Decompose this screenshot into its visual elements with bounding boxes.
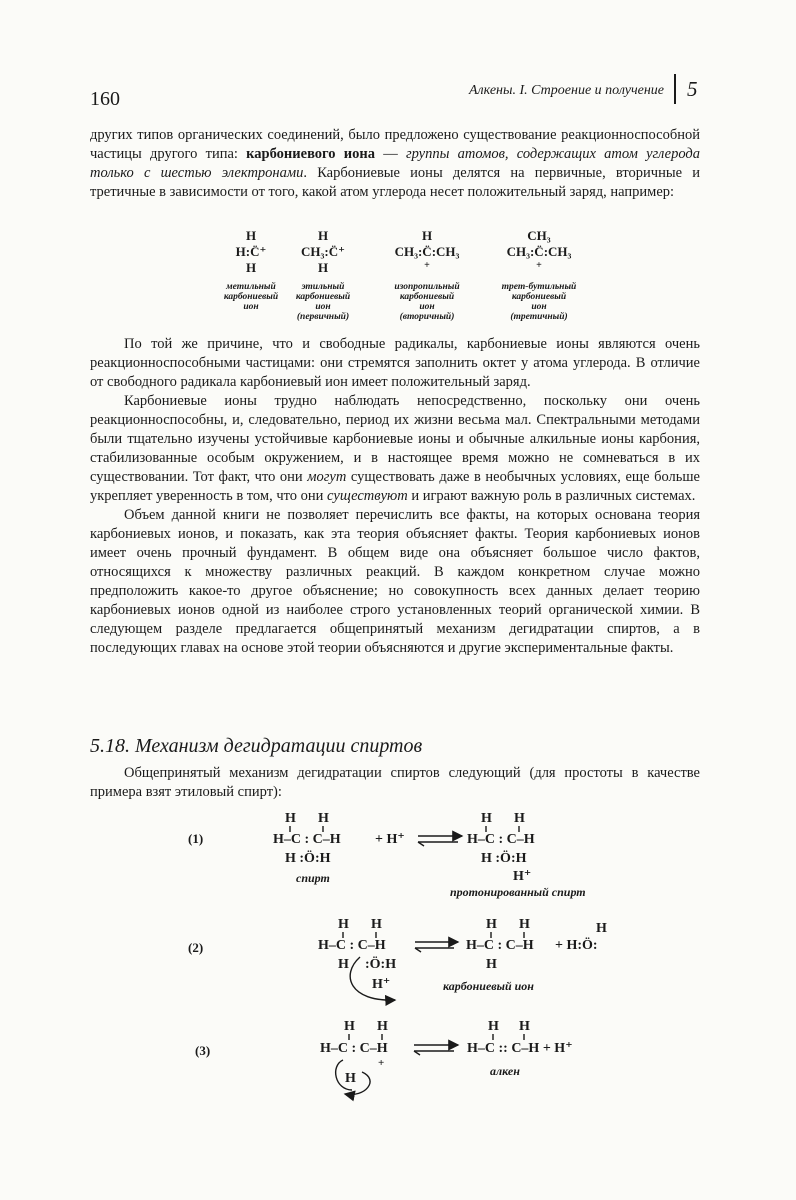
svg-text:H: H	[486, 957, 497, 972]
svg-text:H: H	[344, 1019, 355, 1034]
svg-text:H–C :: C–H + H⁺: H–C :: C–H + H⁺	[467, 1041, 573, 1056]
term-carbonium-ion: карбониевого иона	[246, 146, 375, 162]
svg-text:H⁺: H⁺	[372, 977, 391, 992]
equation-1-number: (1)	[188, 831, 204, 846]
paragraph-3: Карбониевые ионы трудно наблюдать непосредственно, поскольку они очень реакционноспособны, и, следовательно, период их жизни весьма мал. Спектральными методами были тщательно изучены устойчивые карбониевые ионы и обычные алкильные ионы карбония, стабилизованные особым окружением, и в настоящее время можно не сомневаться в их существовании. Тот факт, что они могут существовать даже в необычных условиях, еще больше укрепляет уверенность в том, что они существуют и играют важную роль в различных системах.	[90, 393, 700, 504]
svg-text::Ö:H: :Ö:H	[365, 957, 397, 972]
paragraph-1-text-end: . Карбониевые ионы делятся на первичные, вторичные и третичные в зависимости от того, какой атом углерода несет положительный заряд, например:	[90, 165, 700, 200]
svg-text:H–C : C–H: H–C : C–H	[273, 832, 341, 847]
step-2-right	[466, 917, 607, 972]
ion-label: трет-бутильный карбониевый ион (третичный)	[501, 282, 577, 322]
paragraph-2: По той же причине, что и свободные радикалы, карбониевые ионы являются очень реакционноспособными частицами: они стремятся заполнить октет у атома углерода. В отличие от свободного радикала карбониевый ион имеет положительный заряд.	[90, 336, 700, 390]
svg-text:H–C : C–H: H–C : C–H	[320, 1041, 388, 1056]
svg-text:H–C : C–H: H–C : C–H	[466, 938, 534, 953]
svg-text:H: H	[488, 1019, 499, 1034]
label-protonated-alcohol: протонированный спирт	[450, 885, 586, 899]
svg-text:H: H	[596, 921, 607, 936]
label-alcohol: спирт	[296, 871, 330, 885]
svg-text:H: H	[481, 811, 492, 826]
svg-text:H :Ö:H: H :Ö:H	[285, 851, 331, 866]
svg-text:H: H	[345, 1071, 356, 1086]
svg-text:H: H	[338, 917, 349, 932]
svg-text:H :Ö:H: H :Ö:H	[481, 851, 527, 866]
svg-text:+ H⁺: + H⁺	[375, 832, 405, 847]
methyl-carbonium-ion: H H:C̈⁺ H метильный карбониевый ион	[220, 228, 282, 312]
section-heading: 5.18. Механизм дегидратации спиртов	[90, 735, 423, 757]
paragraph-1-text: других типов органических соединений, было предложено существование реакционноспособной частицы другого типа:	[90, 127, 700, 162]
step-1-right	[467, 811, 535, 884]
equilibrium-arrow-1	[418, 836, 462, 846]
label-alkene: алкен	[490, 1064, 520, 1078]
svg-text:+: +	[378, 1057, 385, 1069]
equilibrium-arrow-3	[414, 1045, 458, 1055]
svg-text:H: H	[377, 1019, 388, 1034]
svg-text:H⁺: H⁺	[513, 869, 532, 884]
svg-text:H: H	[519, 1019, 530, 1034]
step-1-left	[273, 811, 341, 866]
tert-butyl-carbonium-ion: CH₃ CH₃:C̈:CH₃ + трет-бутильный карбониевый ион (третичный)	[490, 228, 588, 322]
running-head: Алкены. I. Строение и получение	[468, 83, 664, 98]
svg-text:H: H	[486, 917, 497, 932]
ion-label: метильный карбониевый ион	[223, 282, 279, 312]
page-number: 160	[90, 88, 120, 110]
svg-text:H: H	[514, 811, 525, 826]
step-2-left	[318, 917, 396, 992]
paragraph-4: Объем данной книги не позволяет перечислить все факты, на которых основана теория карбониевых ионов, и показать, как эта теория объясняет факты. Теория карбониевых ионов имеет очень прочный фундамент. В общем виде она объясняет большое число фактов, относящихся к множеству различных реакций. В каждом конкретном случае можно предположить какое-то другое объяснение; но совокупность всех данных делает теорию карбониевых ионов одной из наиболее строго установленных теорий органической химии. В следующем разделе предлагается общепринятый механизм дегидратации спиртов, а в последующих главах на основе этой теории объясняются и другие экспериментальные факты.	[90, 507, 700, 656]
step-3-left	[320, 1019, 388, 1086]
svg-text:H–C : C–H: H–C : C–H	[467, 832, 535, 847]
definition-italic: группы атомов, содержащих атом углерода только с шестью электронами	[90, 146, 700, 181]
ion-label: этильный карбониевый ион (первичный)	[295, 282, 351, 322]
svg-text:H: H	[338, 957, 349, 972]
svg-text:+ H:Ö:: + H:Ö:	[555, 938, 598, 953]
dash: —	[374, 146, 406, 162]
chapter-number: 5	[687, 77, 698, 101]
svg-text:H: H	[519, 917, 530, 932]
ion-label: изопропильный карбониевый ион (вторичный)	[394, 282, 460, 322]
equilibrium-arrow-2	[415, 942, 458, 952]
isopropyl-carbonium-ion: H CH₃:C̈:CH₃ + изопропильный карбониевый ион (вторичный)	[382, 228, 472, 322]
equation-3-number: (3)	[195, 1043, 211, 1058]
ethyl-carbonium-ion: H CH₃:C̈⁺ H этильный карбониевый ион (первичный)	[286, 228, 360, 322]
section-intro: Общепринятый механизм дегидратации спиртов следующий (для простоты в качестве примера взят этиловый спирт):	[90, 765, 700, 800]
equation-2-number: (2)	[188, 940, 204, 955]
svg-text:H: H	[285, 811, 296, 826]
svg-text:H: H	[371, 917, 382, 932]
svg-text:H–C : C–H: H–C : C–H	[318, 938, 386, 953]
label-carbonium-ion: карбониевый ион	[443, 979, 534, 993]
step-3-right	[467, 1019, 573, 1056]
svg-text:H: H	[318, 811, 329, 826]
